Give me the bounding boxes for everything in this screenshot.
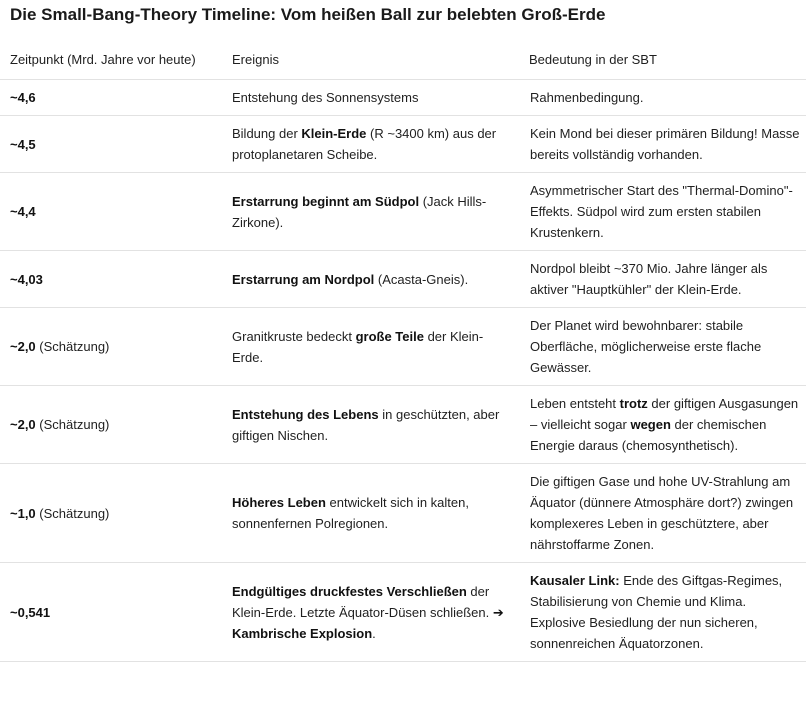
cell-bedeutung: [519, 464, 806, 563]
bold-text: Erstarrung am Nordpol: [232, 271, 375, 287]
header-bedeutung: Bedeutung in der SBT: [519, 40, 806, 80]
bold-text: Erstarrung beginnt am Südpol: [232, 193, 420, 209]
text: Die giftigen Gase und hohe UV-Strahlung am Äquator (dünnere Atmosphäre dort?) zwingen komplexeres Leben in geschütztere, aber nährstoffarme Zonen.: [530, 474, 794, 552]
cell-ereignis: [222, 251, 519, 308]
time-value: ~4,03: [10, 271, 43, 287]
time-note: (Schätzung): [35, 339, 110, 354]
cell-zeitpunkt: [0, 563, 222, 662]
cell-ereignis: [222, 563, 519, 662]
text: (Acasta-Gneis).: [374, 271, 469, 287]
cell-zeitpunkt: [0, 173, 222, 251]
bold-text: wegen: [630, 417, 671, 432]
cell-zeitpunkt: [0, 80, 222, 116]
cell-bedeutung: [519, 80, 806, 116]
time-value: ~4,5: [10, 136, 36, 152]
text: Der Planet wird bewohnbarer: stabile Oberfläche, möglicherweise erste flache Gewässer.: [530, 318, 762, 375]
time-value: ~0,541: [10, 604, 51, 620]
bold-text: Endgültiges druckfestes Verschließen: [232, 583, 467, 599]
table-row: [0, 464, 806, 563]
time-value: ~4,4: [10, 204, 36, 219]
cell-bedeutung: [519, 116, 806, 173]
time-value: ~2,0: [10, 417, 36, 432]
time-note: (Schätzung): [35, 505, 110, 521]
timeline-table: [0, 40, 806, 662]
cell-ereignis: [222, 464, 519, 563]
cell-ereignis: [222, 386, 519, 464]
cell-ereignis: [222, 173, 519, 251]
text: der giftigen Ausgasungen – vielleicht sogar: [530, 396, 799, 432]
cell-zeitpunkt: [0, 386, 222, 464]
cell-bedeutung: [519, 308, 806, 386]
bold-text: trotz: [619, 396, 648, 411]
table-row: [0, 251, 806, 308]
time-value: ~4,6: [10, 90, 36, 105]
text: Bildung der: [232, 126, 302, 141]
cell-ereignis: [222, 116, 519, 173]
text: Nordpol bleibt ~370 Mio. Jahre länger als aktiver "Hauptkühler" der Klein-Erde.: [530, 261, 768, 297]
text: entwickelt sich in kalten, sonnenfernen Polregionen.: [232, 495, 469, 531]
cell-zeitpunkt: [0, 251, 222, 308]
cell-zeitpunkt: [0, 116, 222, 173]
text: Leben entsteht: [530, 396, 620, 411]
text: Granitkruste bedeckt: [232, 328, 356, 344]
table-row: [0, 173, 806, 251]
bold-text: Höheres Leben: [232, 495, 326, 510]
cell-bedeutung: [519, 173, 806, 251]
cell-zeitpunkt: [0, 308, 222, 386]
cell-ereignis: [222, 308, 519, 386]
text: Rahmenbedingung.: [530, 90, 644, 105]
bold-text: große Teile: [355, 328, 424, 344]
text: der Klein-Erde. Letzte Äquator-Düsen schließen.: [232, 583, 493, 620]
text: Ende des Giftgas-Regimes, Stabilisierung von Chemie und Klima. Explosive Besiedlung der nun sicheren, sonnenreichen Äquatorzonen.: [530, 573, 783, 651]
table-header-row: [0, 40, 806, 80]
table-row: [0, 386, 806, 464]
time-value: ~2,0: [10, 339, 36, 354]
text: Entstehung des Sonnensystems: [232, 90, 419, 105]
time-note: (Schätzung): [35, 417, 110, 432]
text: in geschützten, aber giftigen Nischen.: [232, 406, 500, 443]
cell-bedeutung: [519, 563, 806, 662]
text: .: [372, 625, 376, 641]
text: Kein Mond bei dieser primären Bildung! Masse bereits vollständig vorhanden.: [530, 126, 800, 162]
text: (Jack Hills-Zirkone).: [232, 193, 487, 230]
table-row: [0, 308, 806, 386]
time-value: ~1,0: [10, 505, 36, 521]
text: (R ~3400 km) aus der protoplanetaren Scheibe.: [232, 126, 497, 162]
table-row: [0, 116, 806, 173]
page-title: Die Small-Bang-Theory Timeline: Vom heißen Ball zur belebten Groß-Erde: [10, 5, 606, 24]
cell-bedeutung: [519, 251, 806, 308]
text: der chemischen Energie daraus (chemosynthetisch).: [530, 417, 767, 453]
table-row: [0, 80, 806, 116]
bold-text: Klein-Erde: [301, 126, 367, 141]
text: der Klein-Erde.: [232, 328, 484, 365]
cell-ereignis: [222, 80, 519, 116]
text: Asymmetrischer Start des "Thermal-Domino"-Effekts. Südpol wird zum ersten stabilen Krustenkern.: [530, 183, 793, 240]
header-zeitpunkt: Zeitpunkt (Mrd. Jahre vor heute): [0, 40, 222, 80]
header-ereignis: Ereignis: [222, 40, 519, 80]
bold-text: ➔ Kambrische Explosion: [232, 604, 504, 641]
cell-zeitpunkt: [0, 464, 222, 563]
cell-bedeutung: [519, 386, 806, 464]
bold-text: Kausaler Link:: [530, 573, 620, 588]
table-row: [0, 563, 806, 662]
bold-text: Entstehung des Lebens: [232, 406, 379, 422]
